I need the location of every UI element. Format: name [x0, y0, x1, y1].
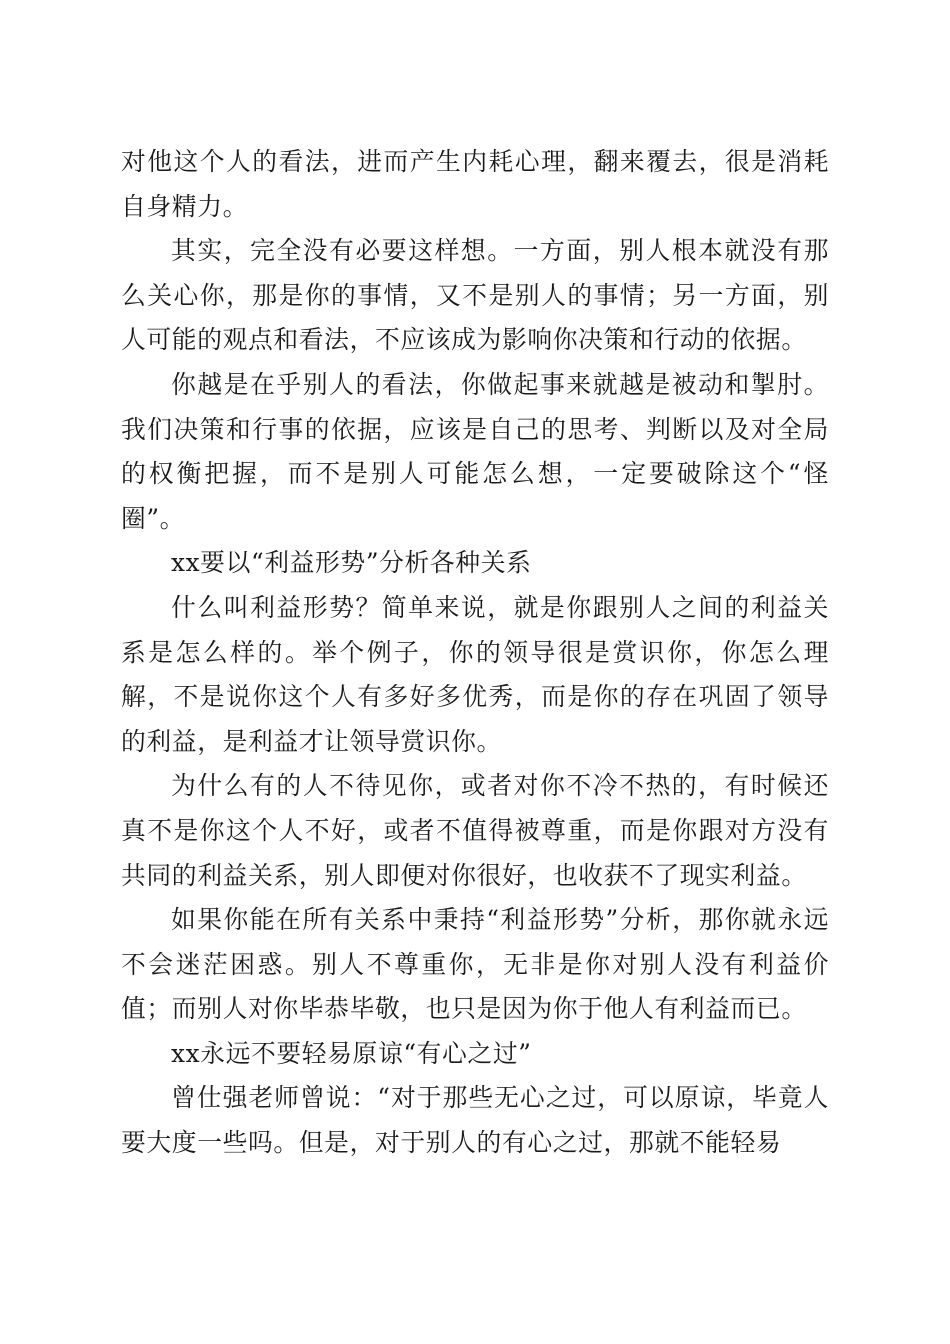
paragraph: 你越是在乎别人的看法，你做起事来就越是被动和掣肘。我们决策和行事的依据，应该是自己的思考、判断以及对全局的权衡把握，而不是别人可能怎么想，一定要破除这个“怪圈”。: [121, 369, 829, 533]
paragraph: 曾仕强老师曾说：“对于那些无心之过，可以原谅，毕竟人要大度一些吗。但是，对于别人的有心之过，那就不能轻易: [121, 1083, 829, 1158]
paragraph-continuation: 对他这个人的看法，进而产生内耗心理，翻来覆去，很是消耗自身精力。: [121, 147, 829, 221]
paragraph: 什么叫利益形势？简单来说，就是你跟别人之间的利益关系是怎么样的。举个例子，你的领导很是赏识你，你怎么理解，不是说你这个人有多好多优秀，而是你的存在巩固了领导的利益，是利益才让领导赏识你。: [121, 592, 829, 756]
paragraph: 如果你能在所有关系中秉持“利益形势”分析，那你就永远不会迷茫困惑。别人不尊重你，无非是你对别人没有利益价值；而别人对你毕恭毕敬，也只是因为你于他人有利益而已。: [121, 905, 829, 1024]
paragraph: 为什么有的人不待见你，或者对你不冷不热的，有时候还真不是你这个人不好，或者不值得被尊重，而是你跟对方没有共同的利益关系，别人即便对你很好，也收获不了现实利益。: [121, 771, 829, 890]
paragraph: 其实，完全没有必要这样想。一方面，别人根本就没有那么关心你，那是你的事情，又不是别人的事情；另一方面，别人可能的观点和看法，不应该成为影响你决策和行动的依据。: [121, 236, 829, 355]
body-text: [121, 140, 829, 1166]
section-heading: xx永远不要轻易原谅“有心之过”: [171, 1038, 532, 1068]
section-heading: xx要以“利益形势”分析各种关系: [171, 548, 532, 578]
